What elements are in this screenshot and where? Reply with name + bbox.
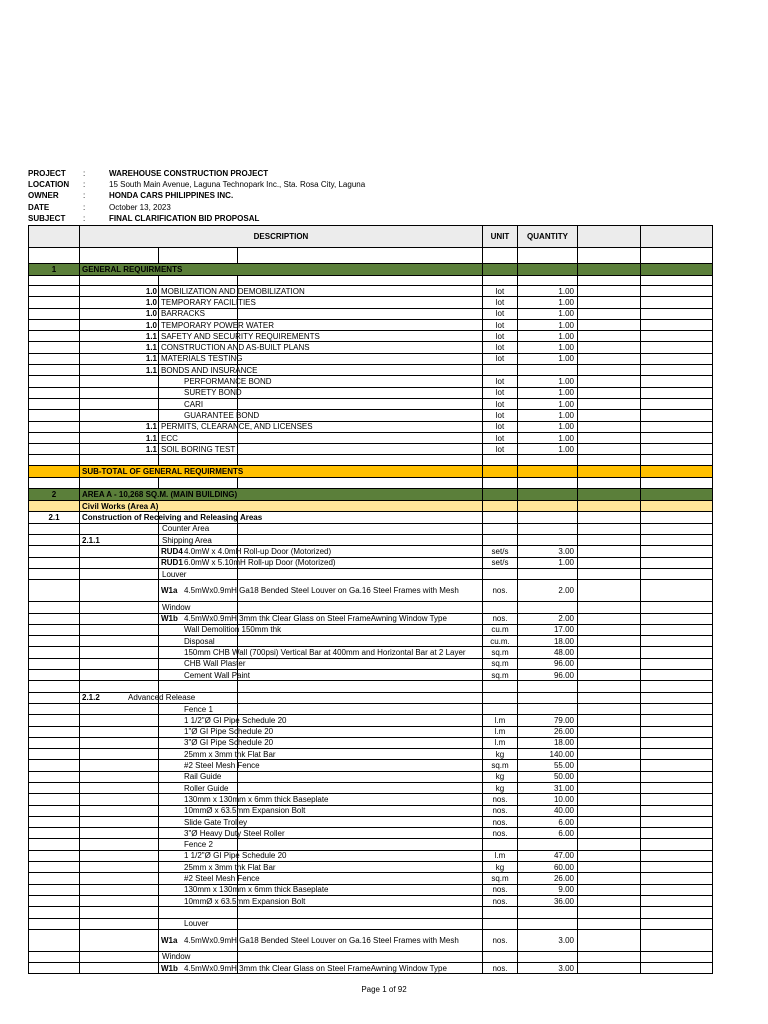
- unit-cell: sq.m: [491, 648, 509, 658]
- item-description: Fence 1: [184, 704, 213, 714]
- item-description: Cement Wall Paint: [184, 670, 250, 680]
- item-description: BARRACKS: [161, 309, 206, 319]
- quantity-cell: 1.00: [558, 444, 574, 454]
- page-footer: Page 1 of 92: [361, 985, 407, 994]
- item-code: RUD1: [161, 558, 183, 568]
- header-colon: :: [83, 191, 86, 201]
- quantity-cell: 31.00: [553, 783, 574, 793]
- header-label: OWNER: [28, 191, 59, 201]
- table-row: [28, 783, 713, 794]
- quantity-cell: 6.00: [558, 817, 574, 827]
- unit-cell: lot: [495, 388, 505, 398]
- table-row: [28, 354, 713, 365]
- item-description: MOBILIZATION AND DEMOBILIZATION: [161, 286, 305, 296]
- table-row: [28, 546, 713, 557]
- table-row: [28, 806, 713, 817]
- unit-cell: kg: [495, 772, 505, 782]
- quantity-cell: 17.00: [553, 625, 574, 635]
- table-row: [28, 524, 713, 535]
- quantity-cell: 47.00: [553, 851, 574, 861]
- table-row: [28, 896, 713, 907]
- unit-cell: lot: [495, 309, 505, 319]
- item-description: #2 Steel Mesh Fence: [184, 874, 260, 883]
- table-row: [28, 963, 713, 974]
- unit-cell: nos.: [492, 817, 508, 827]
- unit-cell: nos.: [492, 963, 508, 973]
- section-row: [28, 264, 713, 276]
- table-row: [28, 297, 713, 308]
- header-colon: :: [83, 180, 86, 190]
- quantity-cell: 1.00: [558, 309, 574, 319]
- item-description: 3"Ø GI Pipe Schedule 20: [184, 738, 274, 748]
- table-row: [28, 817, 713, 828]
- header-label: LOCATION: [28, 180, 70, 190]
- item-description: 6.0mW x 5.10mH Roll-up Door (Motorized): [184, 558, 336, 568]
- unit-cell: lot: [495, 444, 505, 454]
- item-description: SOIL BORING TEST: [161, 444, 236, 454]
- item-description: Counter Area: [162, 524, 210, 534]
- unit-cell: lot: [495, 410, 505, 420]
- item-number: 1.0: [145, 309, 157, 319]
- quantity-cell: 79.00: [553, 715, 574, 725]
- item-description: 1 1/2"Ø GI Pipe Schedule 20: [184, 851, 287, 861]
- table-row: [28, 647, 713, 658]
- item-number: 1.1: [145, 354, 157, 364]
- header-row-subject: [28, 213, 628, 224]
- unit-cell: set/s: [491, 546, 509, 556]
- table-row: [28, 636, 713, 647]
- quantity-cell: 18.00: [553, 636, 574, 646]
- header-row-project: [28, 168, 628, 179]
- item-description: CARI: [184, 399, 204, 409]
- unit-cell: nos.: [492, 935, 508, 945]
- item-description: Fence 2: [184, 840, 213, 850]
- unit-cell: l.m: [494, 715, 506, 725]
- item-description: 10mmØ x 63.5mm Expansion Bolt: [184, 896, 306, 906]
- unit-cell: lot: [495, 433, 505, 443]
- table-row: [28, 444, 713, 455]
- spacer-row: [28, 455, 713, 466]
- quantity-cell: 1.00: [558, 377, 574, 387]
- table-row: [28, 794, 713, 805]
- item-description: 4.5mWx0.9mH 3mm thk Clear Glass on Steel FrameAwning Window Type: [184, 963, 447, 973]
- unit-cell: lot: [495, 377, 505, 387]
- quantity-cell: 6.00: [558, 828, 574, 838]
- table-row: [28, 433, 713, 444]
- table-row: [28, 614, 713, 625]
- table-row: [28, 715, 713, 726]
- header-value: HONDA CARS PHILIPPINES INC.: [109, 191, 234, 201]
- table-row: [28, 738, 713, 749]
- item-code: RUD4: [161, 546, 183, 556]
- item-description: Shipping Area: [162, 535, 212, 545]
- item-description: CONSTRUCTION AND AS-BUILT PLANS: [161, 343, 310, 353]
- item-description: 150mm CHB Wall (700psi) Vertical Bar at 400mm and Horizontal Bar at 2 Layer: [184, 648, 466, 658]
- item-description: TEMPORARY FACILITIES: [161, 297, 256, 307]
- item-description: 10mmØ x 63.5mm Expansion Bolt: [184, 806, 306, 816]
- table-row: [28, 625, 713, 636]
- quantity-cell: 96.00: [553, 659, 574, 669]
- quantity-cell: 1.00: [558, 320, 574, 330]
- quantity-cell: 60.00: [553, 862, 574, 872]
- unit-cell: sq.m: [491, 761, 509, 771]
- item-description: GUARANTEE BOND: [184, 410, 260, 420]
- bill-of-quantities-table: [28, 225, 713, 974]
- table-row: [28, 727, 713, 738]
- item-number: 2.1.2: [82, 693, 100, 703]
- item-description: Rail Guide: [184, 772, 222, 782]
- unit-cell: nos.: [492, 614, 508, 624]
- quantity-cell: 3.00: [558, 963, 574, 973]
- spacer-row: [28, 907, 713, 918]
- quantity-cell: 36.00: [553, 896, 574, 906]
- quantity-cell: 2.00: [558, 614, 574, 624]
- item-description: 4.5mWx0.9mH Ga18 Bended Steel Louver on Ga.16 Steel Frames with Mesh: [184, 586, 459, 596]
- quantity-cell: 1.00: [558, 422, 574, 432]
- item-description: Advanced Release: [128, 693, 196, 703]
- table-row: [28, 342, 713, 353]
- unit-cell: kg: [495, 749, 505, 759]
- quantity-cell: 10.00: [553, 794, 574, 804]
- table-row: [28, 558, 713, 569]
- table-header-row: [28, 225, 713, 248]
- quantity-cell: 26.00: [553, 874, 574, 883]
- item-description: PERMITS, CLEARANCE, AND LICENSES: [161, 422, 313, 432]
- item-description: 4.5mWx0.9mH Ga18 Bended Steel Louver on Ga.16 Steel Frames with Mesh: [184, 935, 459, 945]
- table-row: [28, 331, 713, 342]
- unit-cell: nos.: [492, 794, 508, 804]
- quantity-cell: 1.00: [558, 558, 574, 568]
- table-row: [28, 422, 713, 433]
- quantity-cell: 55.00: [553, 761, 574, 771]
- table-row: [28, 410, 713, 421]
- table-row: [28, 828, 713, 839]
- quantity-cell: 96.00: [553, 670, 574, 680]
- table-row: [28, 399, 713, 410]
- section-title: Civil Works (Area A): [82, 501, 159, 511]
- unit-cell: l.m: [494, 738, 506, 748]
- section-row: [28, 489, 713, 501]
- table-row: [28, 659, 713, 670]
- unit-cell: nos.: [492, 896, 508, 906]
- item-description: SAFETY AND SECURITY REQUIREMENTS: [161, 331, 320, 341]
- table-row: [28, 580, 713, 602]
- table-row: [28, 569, 713, 580]
- unit-cell: sq.m: [491, 659, 509, 669]
- item-title: Construction of Receiving and Releasing Areas: [82, 513, 263, 523]
- table-row: [28, 365, 713, 376]
- item-description: Disposal: [184, 636, 215, 646]
- quantity-cell: 140.00: [549, 749, 574, 759]
- quantity-cell: 18.00: [553, 738, 574, 748]
- unit-cell: set/s: [491, 558, 509, 568]
- spacer-row: [28, 681, 713, 692]
- unit-cell: kg: [495, 783, 505, 793]
- header-value: 15 South Main Avenue, Laguna Technopark Inc., Sta. Rosa City, Laguna: [109, 180, 366, 190]
- header-label: PROJECT: [28, 169, 66, 178]
- unit-cell: nos.: [492, 828, 508, 838]
- quantity-cell: 1.00: [558, 354, 574, 364]
- header-colon: :: [83, 169, 86, 178]
- quantity-cell: 1.00: [558, 331, 574, 341]
- quantity-cell: 2.00: [558, 586, 574, 596]
- quantity-cell: 1.00: [558, 297, 574, 307]
- table-row: [28, 376, 713, 387]
- unit-cell: cu.m.: [490, 636, 510, 646]
- table-row: [28, 501, 713, 512]
- header-row-location: [28, 179, 628, 190]
- quantity-cell: 1.00: [558, 286, 574, 296]
- unit-cell: cu.m: [491, 625, 509, 635]
- unit-cell: l.m: [494, 727, 506, 737]
- item-description: 1 1/2"Ø GI Pipe Schedule 20: [184, 715, 287, 725]
- table-row: [28, 873, 713, 884]
- header-value: October 13, 2023: [109, 202, 171, 212]
- item-description: SURETY BOND: [184, 388, 242, 398]
- item-number: 1.1: [145, 444, 157, 454]
- item-description: 25mm x 3mm thk Flat Bar: [184, 862, 276, 872]
- description-header: DESCRIPTION: [253, 232, 309, 241]
- unit-cell: lot: [495, 286, 505, 296]
- spacer-row: [28, 276, 713, 286]
- item-description: Window: [162, 952, 191, 962]
- item-description: CHB Wall Plaster: [184, 659, 246, 669]
- unit-cell: nos.: [492, 806, 508, 816]
- item-description: 25mm x 3mm thk Flat Bar: [184, 749, 276, 759]
- section-title: SUB-TOTAL OF GENERAL REQUIRMENTS: [82, 467, 244, 477]
- quantity-cell: 48.00: [553, 648, 574, 658]
- subtotal-row: [28, 466, 713, 478]
- table-row: [28, 693, 713, 704]
- header-label: SUBJECT: [28, 213, 66, 223]
- item-description: 3"Ø Heavy Duty Steel Roller: [184, 828, 285, 838]
- header-colon: :: [83, 202, 86, 212]
- quantity-header: QUANTITY: [527, 232, 568, 241]
- item-description: Slide Gate Trolley: [184, 817, 248, 827]
- header-row-owner: [28, 190, 628, 201]
- table-row: [28, 512, 713, 523]
- item-number: 1.0: [145, 320, 157, 330]
- item-description: 130mm x 130mm x 6mm thick Baseplate: [184, 885, 329, 895]
- item-description: PERFORMANCE BOND: [184, 377, 272, 387]
- item-description: Louver: [184, 919, 209, 929]
- unit-cell: l.m: [494, 851, 506, 861]
- table-row: [28, 704, 713, 715]
- header-row-date: [28, 202, 628, 213]
- table-row: [28, 851, 713, 862]
- item-code: W1a: [161, 586, 178, 596]
- item-description: 130mm x 130mm x 6mm thick Baseplate: [184, 794, 329, 804]
- item-description: MATERIALS TESTING: [161, 354, 243, 364]
- table-row: [28, 919, 713, 930]
- unit-header: UNIT: [490, 232, 510, 241]
- table-row: [28, 749, 713, 760]
- item-number: 2.1.1: [82, 535, 100, 545]
- quantity-cell: 9.00: [558, 885, 574, 895]
- table-row: [28, 952, 713, 963]
- table-row: [28, 535, 713, 546]
- header-colon: :: [83, 213, 86, 223]
- item-description: Wall Demolition 150mm thk: [184, 625, 282, 635]
- unit-cell: lot: [495, 399, 505, 409]
- item-description: 4.0mW x 4.0mH Roll-up Door (Motorized): [184, 546, 332, 556]
- item-description: Window: [162, 602, 191, 612]
- item-description: ECC: [161, 433, 178, 443]
- header-label: DATE: [28, 202, 50, 212]
- item-number: 2.1: [48, 513, 60, 523]
- quantity-cell: 40.00: [553, 806, 574, 816]
- item-description: #2 Steel Mesh Fence: [184, 761, 260, 771]
- item-code: W1b: [161, 963, 178, 973]
- item-description: 4.5mWx0.9mH 3mm thk Clear Glass on Steel FrameAwning Window Type: [184, 614, 447, 624]
- unit-cell: nos.: [492, 586, 508, 596]
- item-number: 1.1: [145, 422, 157, 432]
- item-code: W1b: [161, 614, 178, 624]
- quantity-cell: 1.00: [558, 410, 574, 420]
- table-row: [28, 286, 713, 297]
- table-row: [28, 388, 713, 399]
- item-description: BONDS AND INSURANCE: [161, 365, 258, 375]
- item-number: 1.1: [145, 343, 157, 353]
- unit-cell: kg: [495, 862, 505, 872]
- spacer-row: [28, 478, 713, 489]
- unit-cell: lot: [495, 343, 505, 353]
- table-row: [28, 930, 713, 952]
- item-description: TEMPORARY POWER WATER: [161, 320, 275, 330]
- item-number: 1.1: [145, 365, 157, 375]
- unit-cell: lot: [495, 354, 505, 364]
- quantity-cell: 1.00: [558, 433, 574, 443]
- item-number: 1.1: [145, 433, 157, 443]
- project-header: [28, 168, 628, 224]
- item-number: 1.0: [145, 297, 157, 307]
- table-row: [28, 760, 713, 771]
- table-row: [28, 602, 713, 613]
- item-description: Louver: [162, 569, 187, 579]
- item-code: W1a: [161, 935, 178, 945]
- item-description: Roller Guide: [184, 783, 229, 793]
- section-title: AREA A - 10,268 SQ.M. (MAIN BUILDING): [82, 490, 238, 500]
- table-row: [28, 320, 713, 331]
- spacer-row: [28, 248, 713, 264]
- quantity-cell: 3.00: [558, 546, 574, 556]
- table-row: [28, 309, 713, 320]
- quantity-cell: 1.00: [558, 388, 574, 398]
- unit-cell: lot: [495, 422, 505, 432]
- unit-cell: lot: [495, 297, 505, 307]
- quantity-cell: 1.00: [558, 399, 574, 409]
- header-value: WAREHOUSE CONSTRUCTION PROJECT: [109, 169, 269, 178]
- table-row: [28, 839, 713, 850]
- item-description: 1"Ø GI Pipe Schedule 20: [184, 727, 274, 737]
- unit-cell: nos.: [492, 885, 508, 895]
- item-number: 2: [51, 490, 57, 500]
- unit-cell: sq.m: [491, 874, 509, 883]
- unit-cell: lot: [495, 331, 505, 341]
- quantity-cell: 1.00: [558, 343, 574, 353]
- table-row: [28, 862, 713, 873]
- quantity-cell: 50.00: [553, 772, 574, 782]
- item-number: 1: [51, 265, 57, 274]
- item-number: 1.1: [145, 331, 157, 341]
- quantity-cell: 3.00: [558, 935, 574, 945]
- item-number: 1.0: [145, 286, 157, 296]
- quantity-cell: 26.00: [553, 727, 574, 737]
- table-row: [28, 670, 713, 681]
- unit-cell: lot: [495, 320, 505, 330]
- table-row: [28, 772, 713, 783]
- unit-cell: sq.m: [491, 670, 509, 680]
- header-value: FINAL CLARIFICATION BID PROPOSAL: [109, 213, 260, 223]
- section-title: GENERAL REQUIRMENTS: [82, 265, 183, 274]
- table-row: [28, 885, 713, 896]
